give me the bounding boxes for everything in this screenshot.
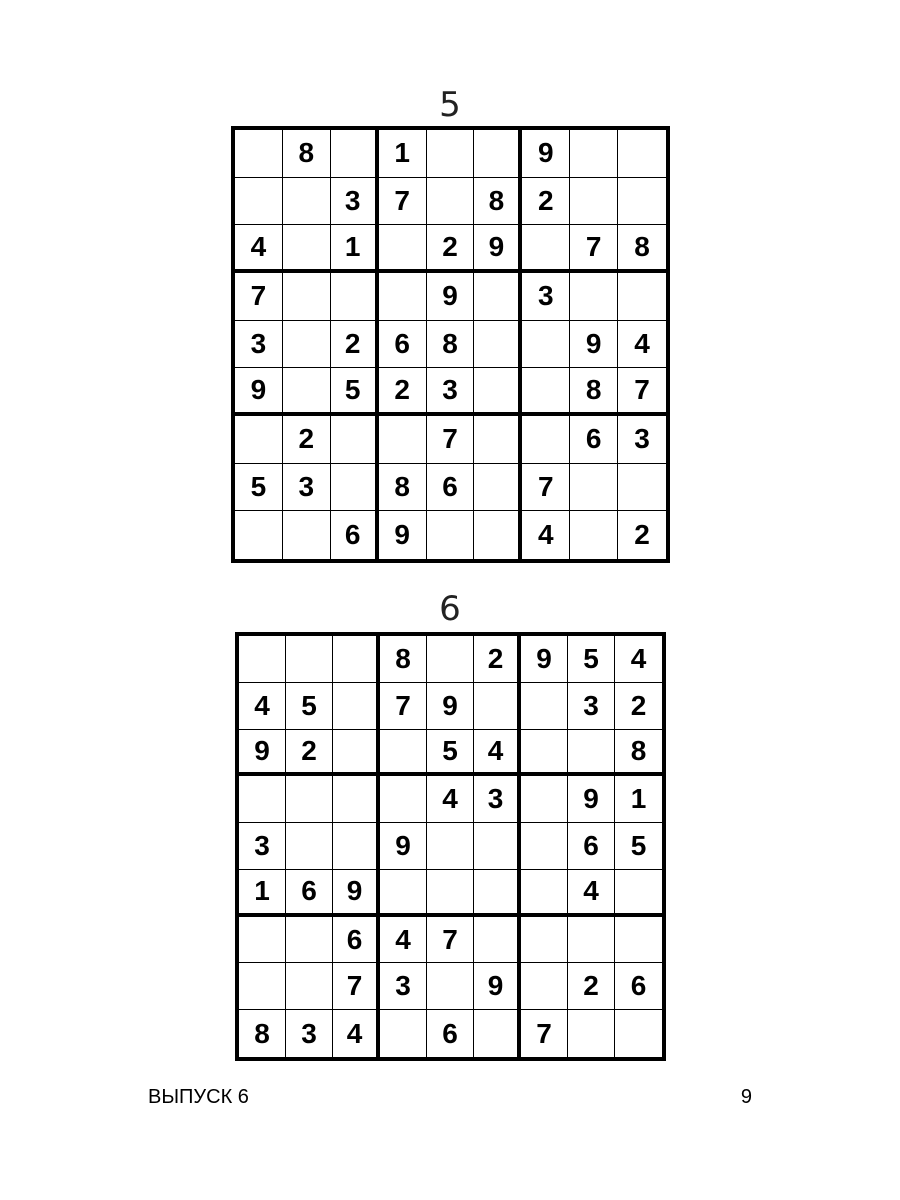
sudoku-cell[interactable] (286, 636, 333, 683)
sudoku-cell[interactable]: 9 (427, 683, 474, 730)
sudoku-cell[interactable]: 3 (286, 1010, 333, 1057)
sudoku-cell[interactable]: 2 (283, 416, 331, 464)
sudoku-cell[interactable] (474, 511, 522, 559)
sudoku-cell[interactable] (474, 321, 522, 369)
sudoku-cell[interactable]: 7 (379, 178, 427, 226)
sudoku-cell[interactable] (568, 1010, 615, 1057)
sudoku-cell[interactable]: 1 (379, 130, 427, 178)
sudoku-cell[interactable] (331, 130, 379, 178)
sudoku-cell[interactable]: 3 (235, 321, 283, 369)
sudoku-cell[interactable]: 7 (521, 1010, 568, 1057)
sudoku-cell[interactable]: 6 (379, 321, 427, 369)
sudoku-cell[interactable]: 3 (239, 823, 286, 870)
sudoku-grid (235, 632, 666, 1061)
issue-label: ВЫПУСК 6 (148, 1086, 249, 1108)
sudoku-cell[interactable]: 6 (570, 416, 618, 464)
sudoku-cell[interactable]: 7 (333, 963, 380, 1010)
sudoku-cell[interactable] (427, 511, 475, 559)
sudoku-cell[interactable]: 8 (427, 321, 475, 369)
sudoku-cell[interactable] (427, 963, 474, 1010)
sudoku-cell[interactable]: 3 (427, 368, 475, 416)
sudoku-cell[interactable] (522, 416, 570, 464)
sudoku-cell[interactable] (283, 178, 331, 226)
sudoku-cell[interactable]: 6 (568, 823, 615, 870)
sudoku-cell[interactable] (333, 636, 380, 683)
sudoku-cell[interactable] (568, 917, 615, 964)
sudoku-cell[interactable] (474, 273, 522, 321)
sudoku-cell[interactable] (239, 917, 286, 964)
sudoku-cell[interactable]: 4 (380, 917, 427, 964)
sudoku-cell[interactable] (521, 683, 568, 730)
sudoku-cell[interactable]: 9 (235, 368, 283, 416)
sudoku-cell[interactable] (380, 1010, 427, 1057)
sudoku-cell[interactable] (427, 636, 474, 683)
sudoku-cell[interactable]: 9 (239, 730, 286, 777)
sudoku-cell[interactable]: 9 (379, 511, 427, 559)
sudoku-cell[interactable]: 4 (235, 225, 283, 273)
sudoku-cell[interactable] (570, 273, 618, 321)
sudoku-cell[interactable] (380, 776, 427, 823)
sudoku-cell[interactable] (283, 225, 331, 273)
sudoku-cell[interactable] (474, 464, 522, 512)
sudoku-cell[interactable] (474, 683, 521, 730)
sudoku-cell[interactable] (474, 130, 522, 178)
sudoku-cell[interactable] (379, 416, 427, 464)
sudoku-cell[interactable] (380, 870, 427, 917)
sudoku-cell[interactable]: 2 (634, 519, 650, 551)
sudoku-cell[interactable] (618, 178, 666, 226)
sudoku-cell[interactable] (615, 870, 662, 917)
sudoku-cell[interactable] (333, 730, 380, 777)
sudoku-cell[interactable]: 6 (331, 511, 379, 559)
sudoku-cell[interactable] (286, 963, 333, 1010)
sudoku-cell[interactable] (235, 178, 283, 226)
sudoku-cell[interactable] (331, 464, 379, 512)
sudoku-cell[interactable]: 3 (331, 178, 379, 226)
sudoku-cell[interactable]: 7 (380, 683, 427, 730)
sudoku-cell[interactable] (521, 776, 568, 823)
sudoku-cell[interactable] (474, 917, 521, 964)
sudoku-cell[interactable]: 5 (427, 730, 474, 777)
sudoku-cell[interactable]: 6 (427, 464, 475, 512)
sudoku-cell[interactable]: 9 (568, 776, 615, 823)
sudoku-cell[interactable] (570, 130, 618, 178)
sudoku-cell[interactable] (235, 130, 283, 178)
sudoku-cell[interactable] (474, 1010, 521, 1057)
sudoku-cell[interactable]: 9 (333, 870, 380, 917)
sudoku-cell[interactable]: 3 (522, 273, 570, 321)
sudoku-cell[interactable] (521, 730, 568, 777)
puzzle-title: 6 (439, 589, 461, 629)
sudoku-cell[interactable]: 4 (427, 776, 474, 823)
sudoku-cell[interactable]: 1 (239, 870, 286, 917)
sudoku-cell[interactable] (333, 776, 380, 823)
sudoku-cell[interactable]: 9 (474, 963, 521, 1010)
sudoku-cell[interactable] (286, 776, 333, 823)
sudoku-cell[interactable]: 7 (235, 273, 283, 321)
sudoku-cell[interactable]: 4 (522, 511, 570, 559)
sudoku-cell[interactable] (522, 368, 570, 416)
sudoku-cell[interactable] (618, 464, 666, 512)
sudoku-grid (231, 126, 670, 563)
sudoku-cell[interactable] (286, 823, 333, 870)
sudoku-cell[interactable] (333, 683, 380, 730)
sudoku-cell[interactable]: 9 (522, 130, 570, 178)
sudoku-cell[interactable] (521, 870, 568, 917)
sudoku-cell[interactable] (427, 130, 475, 178)
sudoku-cell[interactable]: 9 (380, 823, 427, 870)
sudoku-cell[interactable]: 5 (568, 636, 615, 683)
sudoku-cell[interactable]: 8 (239, 1010, 286, 1057)
sudoku-cell[interactable]: 5 (615, 823, 662, 870)
sudoku-cell[interactable] (283, 368, 331, 416)
sudoku-cell[interactable]: 7 (427, 917, 474, 964)
sudoku-cell[interactable]: 2 (474, 636, 521, 683)
sudoku-cell[interactable]: 5 (235, 464, 283, 512)
sudoku-cell[interactable]: 2 (615, 683, 662, 730)
sudoku-cell[interactable]: 3 (568, 683, 615, 730)
sudoku-cell[interactable]: 6 (615, 963, 662, 1010)
sudoku-cell[interactable] (522, 321, 570, 369)
sudoku-cell[interactable] (427, 823, 474, 870)
sudoku-cell[interactable]: 8 (615, 730, 662, 777)
sudoku-cell[interactable]: 3 (618, 416, 666, 464)
sudoku-cell[interactable]: 9 (570, 321, 618, 369)
sudoku-cell[interactable]: 7 (522, 464, 570, 512)
sudoku-cell[interactable] (379, 225, 427, 273)
page-number: 9 (740, 1086, 752, 1108)
sudoku-cell[interactable] (474, 870, 521, 917)
sudoku-cell[interactable] (568, 730, 615, 777)
sudoku-cell[interactable]: 2 (427, 225, 475, 273)
sudoku-cell[interactable]: 7 (427, 416, 475, 464)
sudoku-cell[interactable]: 4 (615, 636, 662, 683)
sudoku-cell[interactable]: 6 (427, 1010, 474, 1057)
sudoku-cell[interactable]: 7 (618, 368, 666, 416)
sudoku-cell[interactable]: 2 (331, 321, 379, 369)
sudoku-cell[interactable] (618, 273, 666, 321)
sudoku-cell[interactable]: 5 (286, 683, 333, 730)
sudoku-cell[interactable]: 2 (522, 178, 570, 226)
sudoku-cell[interactable] (570, 511, 618, 559)
sudoku-cell[interactable] (283, 273, 331, 321)
sudoku-cell[interactable]: 9 (427, 273, 475, 321)
sudoku-cell[interactable]: 6 (333, 917, 380, 964)
sudoku-cell[interactable]: 3 (380, 963, 427, 1010)
sudoku-cell[interactable] (474, 416, 522, 464)
sudoku-cell[interactable]: 6 (286, 870, 333, 917)
sudoku-cell[interactable] (235, 416, 283, 464)
sudoku-cell[interactable]: 4 (333, 1010, 380, 1057)
sudoku-cell[interactable] (522, 225, 570, 273)
sudoku-cell[interactable]: 4 (239, 683, 286, 730)
sudoku-cell[interactable]: 2 (568, 963, 615, 1010)
puzzle-title: 5 (439, 85, 461, 125)
sudoku-cell[interactable] (239, 963, 286, 1010)
sudoku-cell[interactable]: 8 (283, 130, 331, 178)
sudoku-cell[interactable]: 3 (283, 464, 331, 512)
sudoku-cell[interactable]: 4 (618, 321, 666, 369)
sudoku-cell[interactable] (239, 776, 286, 823)
sudoku-cell[interactable]: 8 (380, 636, 427, 683)
sudoku-cell[interactable] (427, 178, 475, 226)
sudoku-cell[interactable] (521, 963, 568, 1010)
sudoku-cell[interactable] (286, 917, 333, 964)
sudoku-cell[interactable] (239, 636, 286, 683)
sudoku-cell[interactable] (615, 917, 662, 964)
sudoku-cell[interactable] (333, 823, 380, 870)
sudoku-cell[interactable]: 8 (474, 178, 522, 226)
sudoku-cell[interactable]: 7 (570, 225, 618, 273)
sudoku-cell[interactable] (615, 1010, 662, 1057)
sudoku-cell[interactable] (283, 321, 331, 369)
sudoku-cell[interactable] (331, 416, 379, 464)
sudoku-cell[interactable] (379, 273, 427, 321)
sudoku-cell[interactable]: 1 (331, 225, 379, 273)
sudoku-cell[interactable]: 4 (474, 730, 521, 777)
sudoku-cell[interactable]: 8 (570, 368, 618, 416)
sudoku-cell[interactable]: 9 (521, 636, 568, 683)
sudoku-cell[interactable]: 9 (474, 225, 522, 273)
sudoku-cell[interactable]: 1 (615, 776, 662, 823)
sudoku-cell[interactable] (521, 823, 568, 870)
sudoku-cell[interactable] (521, 917, 568, 964)
sudoku-cell[interactable]: 2 (379, 368, 427, 416)
sudoku-cell[interactable]: 4 (568, 870, 615, 917)
sudoku-cell[interactable] (427, 870, 474, 917)
sudoku-cell[interactable]: 8 (379, 464, 427, 512)
sudoku-cell[interactable] (235, 511, 283, 559)
sudoku-cell[interactable]: 8 (618, 225, 666, 273)
sudoku-cell[interactable]: 2 (286, 730, 333, 777)
sudoku-cell[interactable] (474, 823, 521, 870)
sudoku-cell[interactable] (474, 368, 522, 416)
sudoku-cell[interactable] (331, 273, 379, 321)
sudoku-cell[interactable] (283, 511, 331, 559)
sudoku-cell[interactable] (570, 464, 618, 512)
sudoku-cell[interactable]: 5 (331, 368, 379, 416)
sudoku-cell[interactable] (570, 178, 618, 226)
sudoku-cell[interactable] (380, 730, 427, 777)
sudoku-cell[interactable] (618, 130, 666, 178)
sudoku-cell[interactable]: 3 (474, 776, 521, 823)
